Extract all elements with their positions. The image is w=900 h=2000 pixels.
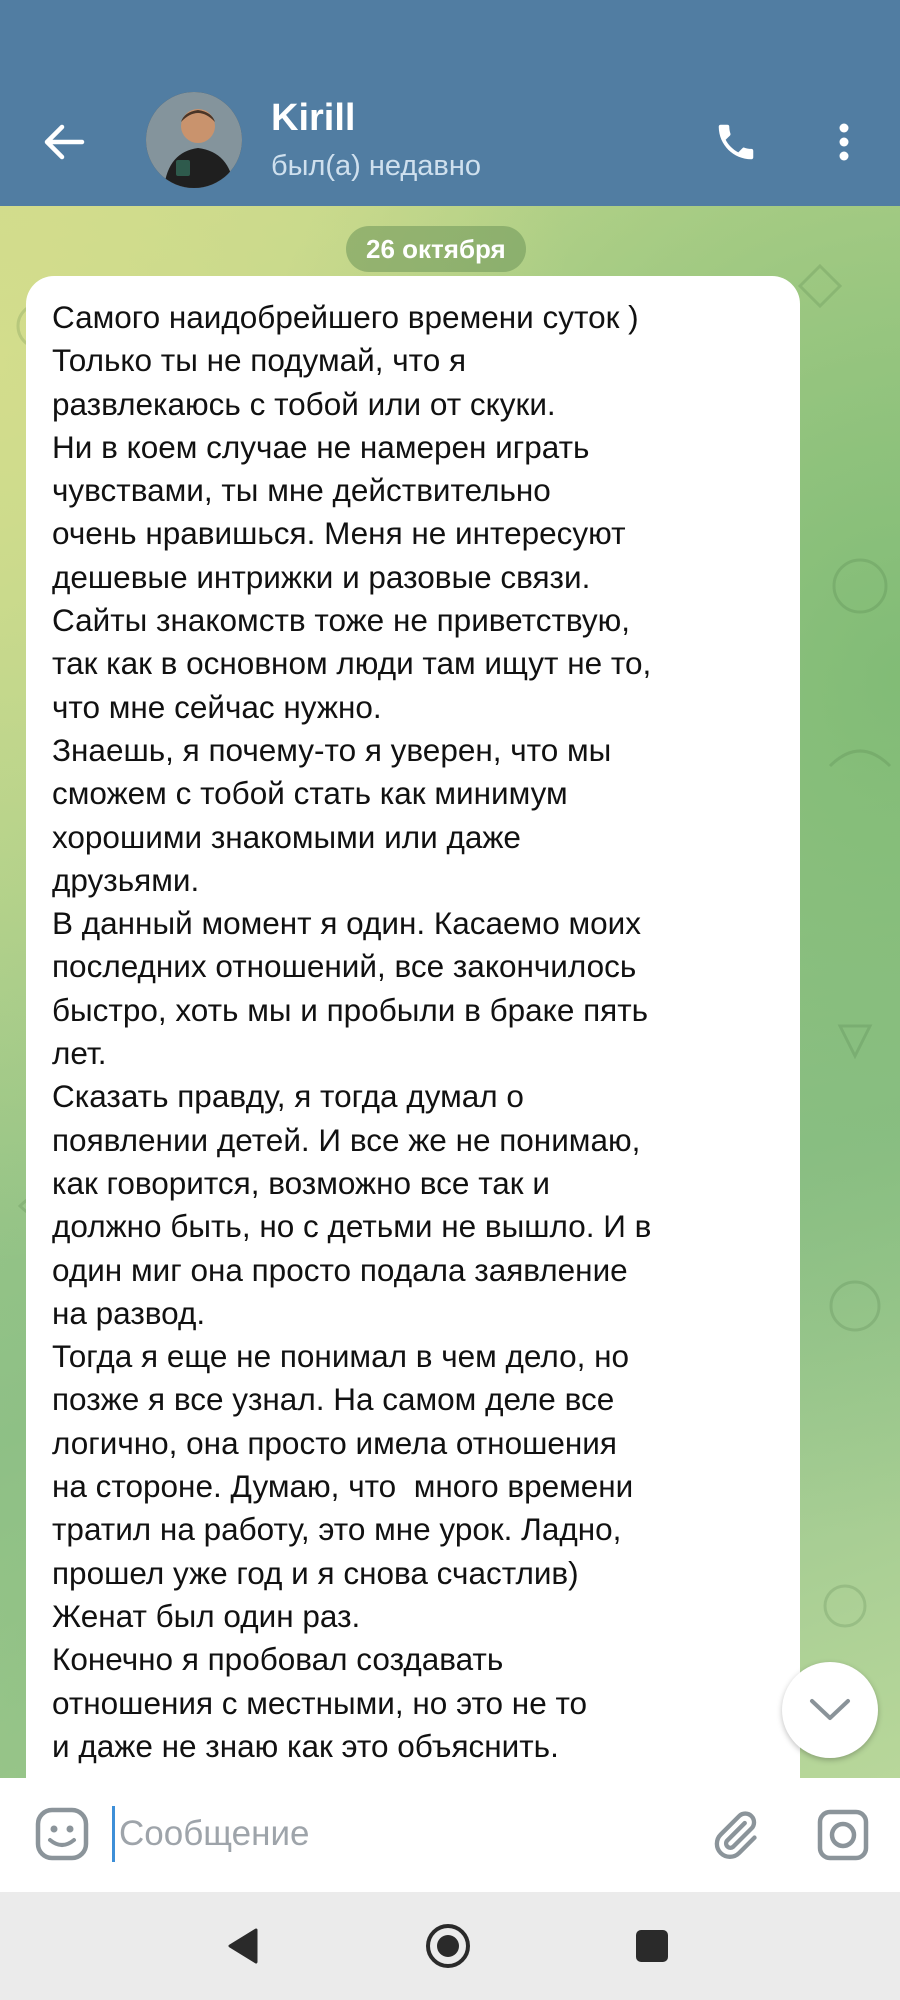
paperclip-icon xyxy=(709,1809,761,1861)
message-line: хорошими знакомыми или даже xyxy=(52,818,521,855)
message-line: Тогда я еще не понимал в чем дело, но xyxy=(52,1338,630,1375)
message-input[interactable] xyxy=(112,1806,679,1862)
emoji-button[interactable] xyxy=(28,1800,96,1868)
chat-area[interactable] xyxy=(0,206,900,1778)
circle-home-icon xyxy=(424,1922,472,1970)
message-line: быстро, хоть мы и пробыли в браке пять xyxy=(52,991,649,1028)
message-bubble[interactable] xyxy=(26,276,800,1778)
message-line: так как в основном люди там ищут не то, xyxy=(52,645,652,682)
message-text xyxy=(52,296,778,1768)
scroll-to-bottom-button[interactable] xyxy=(782,1662,878,1758)
square-recents-icon xyxy=(634,1928,670,1964)
message-line: что мне сейчас нужно. xyxy=(52,688,382,725)
message-line: Знаешь, я почему-то я уверен, что мы xyxy=(52,731,612,768)
nav-recents-button[interactable] xyxy=(620,1914,684,1978)
call-button[interactable] xyxy=(700,106,772,178)
message-line: должно быть, но с детьми не вышло. И в xyxy=(52,1208,652,1245)
camera-icon xyxy=(816,1808,870,1862)
message-line: Самого наидобрейшего времени суток ) xyxy=(52,299,639,335)
message-line: один миг она просто подала заявление xyxy=(52,1251,628,1288)
arrow-back-icon xyxy=(42,122,86,162)
contact-info[interactable] xyxy=(271,96,481,186)
date-separator: 26 октября xyxy=(346,226,526,272)
message-line: развлекаюсь с тобой или от скуки. xyxy=(52,385,556,422)
message-line: появлении детей. И все же не понимаю, xyxy=(52,1121,641,1158)
triangle-back-icon xyxy=(224,1926,260,1966)
message-composer xyxy=(0,1778,900,1892)
message-line: Сайты знакомств тоже не приветствую, xyxy=(52,602,631,639)
message-line: лет. xyxy=(52,1035,107,1072)
nav-back-button[interactable] xyxy=(210,1914,274,1978)
avatar-photo-icon xyxy=(146,92,242,188)
message-line: Ни в коем случае не намерен играть xyxy=(52,428,590,465)
message-line: прошел уже год и я снова счастлив) xyxy=(52,1554,579,1591)
more-vertical-icon xyxy=(838,122,850,162)
message-line: друзьями. xyxy=(52,861,200,898)
nav-home-button[interactable] xyxy=(416,1914,480,1978)
avatar[interactable] xyxy=(146,92,242,188)
message-line: В данный момент я один. Касаемо моих xyxy=(52,905,641,942)
message-line: Конечно я пробовал создавать xyxy=(52,1641,504,1678)
message-line: на развод. xyxy=(52,1294,206,1331)
message-line: и даже не знаю как это объяснить. xyxy=(52,1727,559,1764)
message-line: отношения с местными, но это не то xyxy=(52,1684,588,1721)
message-line: Сказать правду, я тогда думал о xyxy=(52,1078,524,1115)
chat-header xyxy=(0,0,900,206)
message-line: последних отношений, все закончилось xyxy=(52,948,637,985)
system-navigation-bar xyxy=(0,1892,900,2000)
message-line: на стороне. Думаю, что много времени xyxy=(52,1468,634,1505)
more-options-button[interactable] xyxy=(808,106,880,178)
message-line: очень нравишься. Меня не интересуют xyxy=(52,515,626,552)
back-button[interactable] xyxy=(28,106,100,178)
message-line: позже я все узнал. На самом деле все xyxy=(52,1381,615,1418)
message-line: дешевые интрижки и разовые связи. xyxy=(52,558,591,595)
camera-button[interactable] xyxy=(808,1800,878,1870)
message-line: логично, она просто имела отношения xyxy=(52,1424,617,1461)
message-line: сможем с тобой стать как минимум xyxy=(52,775,568,812)
emoji-icon xyxy=(34,1806,90,1862)
chevron-down-icon xyxy=(808,1697,852,1723)
message-line: тратил на работу, это мне урок. Ладно, xyxy=(52,1511,622,1548)
message-line: Женат был один раз. xyxy=(52,1597,361,1634)
attach-button[interactable] xyxy=(700,1800,770,1870)
message-line: как говорится, возможно все так и xyxy=(52,1164,550,1201)
message-line: Только ты не подумай, что я xyxy=(52,342,467,379)
contact-name: Kirill xyxy=(271,97,356,139)
message-line: чувствами, ты мне действительно xyxy=(52,472,551,509)
phone-icon xyxy=(713,119,759,165)
contact-status: был(а) недавно xyxy=(271,150,481,182)
